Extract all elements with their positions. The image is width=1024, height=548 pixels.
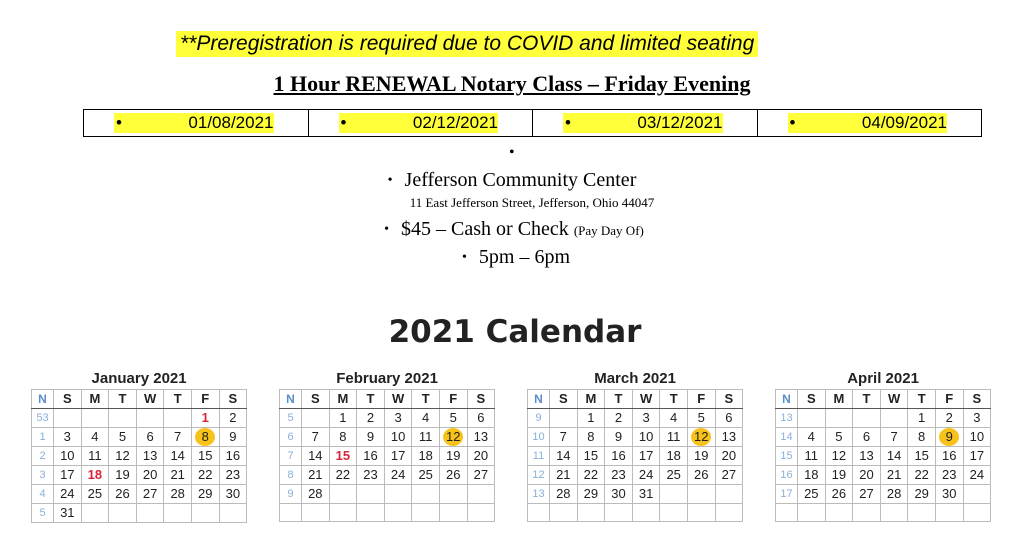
day-cell: 20 (715, 447, 743, 466)
day-cell: 19 (439, 447, 467, 466)
day-cell (908, 504, 936, 522)
day-cell: 20 (467, 447, 495, 466)
weekday-header: S (963, 390, 991, 409)
week-number (528, 504, 550, 522)
day-cell: 13 (853, 447, 881, 466)
day-cell: 10 (632, 428, 660, 447)
week-number (776, 504, 798, 522)
day-cell (825, 409, 853, 428)
class-day-marker: 12 (443, 428, 463, 446)
week-number: 13 (776, 409, 798, 428)
day-cell: 17 (384, 447, 412, 466)
day-cell: 9 (357, 428, 385, 447)
week-number: 5 (280, 409, 302, 428)
price-line (0, 217, 1024, 244)
day-cell: 19 (825, 466, 853, 485)
week-number: 9 (280, 485, 302, 504)
weekday-header: M (81, 390, 109, 409)
week-number: 8 (280, 466, 302, 485)
weekday-header: T (109, 390, 137, 409)
date-cell (84, 110, 309, 136)
day-cell: 26 (439, 466, 467, 485)
day-cell: 7 (880, 428, 908, 447)
day-cell (632, 504, 660, 522)
day-cell: 27 (467, 466, 495, 485)
day-cell: 4 (81, 428, 109, 447)
month-grid (527, 389, 743, 522)
weekday-header: S (302, 390, 330, 409)
day-cell: 1 (191, 409, 219, 428)
weekday-header: T (605, 390, 633, 409)
day-cell: 6 (136, 428, 164, 447)
day-cell: 13 (467, 428, 495, 447)
day-cell (357, 485, 385, 504)
weekday-header: M (577, 390, 605, 409)
day-cell (963, 504, 991, 522)
date-cell (758, 110, 982, 136)
day-cell: 30 (935, 485, 963, 504)
bullet-icon: • (565, 113, 571, 132)
day-cell: 6 (715, 409, 743, 428)
day-cell: 20 (853, 466, 881, 485)
day-cell: 12 (825, 447, 853, 466)
day-cell: 5 (439, 409, 467, 428)
day-cell (219, 504, 247, 523)
week-number (280, 504, 302, 522)
weekday-header: S (467, 390, 495, 409)
week-number: 1 (32, 428, 54, 447)
day-cell (798, 409, 826, 428)
price-note: (Pay Day Of) (573, 223, 644, 238)
day-cell: 21 (164, 466, 192, 485)
day-cell (109, 409, 137, 428)
day-cell: 28 (302, 485, 330, 504)
day-cell (302, 504, 330, 522)
day-cell: 1 (577, 409, 605, 428)
price: $45 – Cash or Check (401, 218, 569, 240)
day-cell: 6 (467, 409, 495, 428)
bullet-icon: • (340, 113, 347, 132)
day-cell: 23 (605, 466, 633, 485)
day-cell (798, 504, 826, 522)
day-cell: 28 (164, 485, 192, 504)
day-cell: 6 (853, 428, 881, 447)
month-calendar (279, 369, 495, 522)
day-cell: 5 (109, 428, 137, 447)
day-cell: 4 (798, 428, 826, 447)
week-number: 11 (528, 447, 550, 466)
day-cell: 22 (577, 466, 605, 485)
day-cell: 22 (908, 466, 936, 485)
weekday-header: T (357, 390, 385, 409)
day-cell: 24 (963, 466, 991, 485)
day-cell (577, 504, 605, 522)
day-cell (302, 409, 330, 428)
weekday-header: S (54, 390, 82, 409)
day-cell: 16 (935, 447, 963, 466)
venue-name: Jefferson Community Center (404, 169, 637, 191)
day-cell: 29 (908, 485, 936, 504)
day-cell (164, 504, 192, 523)
day-cell (191, 504, 219, 523)
month-calendar (527, 369, 743, 522)
day-cell: 11 (798, 447, 826, 466)
day-cell (329, 504, 357, 522)
day-cell: 4 (660, 409, 688, 428)
day-cell (825, 504, 853, 522)
day-cell: 23 (935, 466, 963, 485)
day-cell: 21 (550, 466, 578, 485)
month-name: January 2021 (91, 370, 187, 387)
day-cell (935, 504, 963, 522)
class-day-marker: 9 (939, 428, 959, 446)
day-cell: 26 (825, 485, 853, 504)
bullet-icon: • (789, 113, 796, 132)
weekday-header: T (412, 390, 440, 409)
day-cell: 10 (54, 447, 82, 466)
day-cell: 15 (191, 447, 219, 466)
weekday-header: W (880, 390, 908, 409)
day-cell (164, 409, 192, 428)
day-cell: 30 (605, 485, 633, 504)
day-cell: 24 (632, 466, 660, 485)
day-cell: 24 (54, 485, 82, 504)
day-cell (439, 428, 467, 447)
month-name: April 2021 (847, 370, 919, 387)
day-cell: 23 (357, 466, 385, 485)
day-cell (412, 485, 440, 504)
weekday-header: W (384, 390, 412, 409)
day-cell: 5 (825, 428, 853, 447)
day-cell: 7 (302, 428, 330, 447)
week-number: 9 (528, 409, 550, 428)
day-cell (605, 504, 633, 522)
weekday-header: F (935, 390, 963, 409)
day-cell: 1 (329, 409, 357, 428)
day-cell: 5 (687, 409, 715, 428)
day-cell: 21 (302, 466, 330, 485)
date-cell (309, 110, 534, 136)
day-cell (54, 409, 82, 428)
day-cell: 2 (219, 409, 247, 428)
day-cell (935, 428, 963, 447)
day-cell: 15 (908, 447, 936, 466)
day-cell: 2 (605, 409, 633, 428)
day-cell: 3 (384, 409, 412, 428)
day-cell: 11 (660, 428, 688, 447)
day-cell: 17 (963, 447, 991, 466)
week-number: 4 (32, 485, 54, 504)
day-cell (439, 485, 467, 504)
day-cell: 10 (384, 428, 412, 447)
day-cell (880, 504, 908, 522)
day-cell: 28 (550, 485, 578, 504)
bullet-icon: • (509, 144, 515, 161)
day-cell (715, 504, 743, 522)
day-cell: 8 (329, 428, 357, 447)
day-cell: 23 (219, 466, 247, 485)
day-cell (384, 504, 412, 522)
day-cell: 3 (632, 409, 660, 428)
day-cell (550, 409, 578, 428)
day-cell: 9 (219, 428, 247, 447)
day-cell (439, 504, 467, 522)
day-cell: 11 (412, 428, 440, 447)
month-name: March 2021 (594, 370, 676, 387)
day-cell: 13 (136, 447, 164, 466)
day-cell: 14 (302, 447, 330, 466)
day-cell: 14 (550, 447, 578, 466)
day-cell (191, 428, 219, 447)
day-cell (715, 485, 743, 504)
day-cell: 7 (550, 428, 578, 447)
day-cell: 18 (798, 466, 826, 485)
day-cell (880, 409, 908, 428)
day-cell: 3 (54, 428, 82, 447)
day-cell: 25 (660, 466, 688, 485)
week-number: 15 (776, 447, 798, 466)
week-number: 5 (32, 504, 54, 523)
day-cell: 17 (54, 466, 82, 485)
weekday-header: T (660, 390, 688, 409)
day-cell: 14 (164, 447, 192, 466)
calendar-title: 2021 Calendar (388, 314, 642, 350)
month-grid (31, 389, 247, 523)
covid-notice: **Preregistration is required due to COVID and limited seating (176, 31, 758, 57)
day-cell: 12 (109, 447, 137, 466)
day-cell (687, 504, 715, 522)
day-cell: 26 (109, 485, 137, 504)
day-cell: 31 (632, 485, 660, 504)
day-cell: 3 (963, 409, 991, 428)
day-cell: 10 (963, 428, 991, 447)
weekday-header: F (687, 390, 715, 409)
class-dates-table (83, 109, 982, 137)
day-cell: 16 (219, 447, 247, 466)
month-grid (279, 389, 495, 522)
weekday-header: M (329, 390, 357, 409)
weekday-header: T (164, 390, 192, 409)
day-cell: 17 (632, 447, 660, 466)
day-cell: 18 (81, 466, 109, 485)
day-cell (853, 409, 881, 428)
day-cell: 31 (54, 504, 82, 523)
day-cell: 22 (329, 466, 357, 485)
bullet-icon: • (116, 113, 122, 132)
day-cell: 15 (577, 447, 605, 466)
week-number: 53 (32, 409, 54, 428)
weekday-header: M (825, 390, 853, 409)
day-cell (687, 428, 715, 447)
bullet-icon: • (387, 173, 393, 188)
weekday-header: S (715, 390, 743, 409)
day-cell (660, 504, 688, 522)
week-number: 10 (528, 428, 550, 447)
weekday-header: S (798, 390, 826, 409)
class-date: 01/08/2021 (188, 113, 274, 132)
day-cell (136, 504, 164, 523)
class-date: 03/12/2021 (637, 113, 723, 132)
day-cell: 18 (412, 447, 440, 466)
month-name: February 2021 (336, 370, 438, 387)
day-cell (384, 485, 412, 504)
weekday-header: T (853, 390, 881, 409)
day-cell: 4 (412, 409, 440, 428)
day-cell: 22 (191, 466, 219, 485)
day-cell (963, 485, 991, 504)
weekday-header: S (550, 390, 578, 409)
day-cell (660, 485, 688, 504)
month-calendar (775, 369, 991, 522)
day-cell (81, 409, 109, 428)
bullet-icon: • (384, 222, 390, 237)
week-number: 6 (280, 428, 302, 447)
class-day-marker: 8 (195, 428, 215, 446)
day-cell: 25 (412, 466, 440, 485)
week-number-header: N (776, 390, 798, 409)
week-number: 7 (280, 447, 302, 466)
month-grid (775, 389, 991, 522)
day-cell: 20 (136, 466, 164, 485)
day-cell (136, 409, 164, 428)
day-cell (687, 485, 715, 504)
day-cell (467, 485, 495, 504)
weekday-header: T (908, 390, 936, 409)
day-cell (109, 504, 137, 523)
class-time: 5pm – 6pm (478, 246, 571, 268)
day-cell: 19 (109, 466, 137, 485)
day-cell: 19 (687, 447, 715, 466)
day-cell: 24 (384, 466, 412, 485)
day-cell (467, 504, 495, 522)
day-cell: 30 (219, 485, 247, 504)
week-number: 16 (776, 466, 798, 485)
day-cell (853, 504, 881, 522)
class-title: 1 Hour RENEWAL Notary Class – Friday Evening (273, 71, 751, 96)
class-date: 04/09/2021 (861, 113, 947, 132)
venue-address: 11 East Jefferson Street, Jefferson, Ohio 44047 (409, 195, 655, 210)
day-cell: 26 (687, 466, 715, 485)
class-day-marker: 12 (691, 428, 711, 446)
day-cell (81, 504, 109, 523)
week-number: 17 (776, 485, 798, 504)
day-cell: 29 (577, 485, 605, 504)
time-line (0, 245, 1024, 272)
day-cell: 21 (880, 466, 908, 485)
weekday-header: W (632, 390, 660, 409)
class-date: 02/12/2021 (412, 113, 498, 132)
day-cell: 25 (81, 485, 109, 504)
day-cell: 27 (853, 485, 881, 504)
week-number-header: N (280, 390, 302, 409)
day-cell: 9 (605, 428, 633, 447)
week-number: 2 (32, 447, 54, 466)
day-cell: 14 (880, 447, 908, 466)
weekday-header: F (439, 390, 467, 409)
bullet-icon: • (461, 250, 467, 265)
day-cell: 11 (81, 447, 109, 466)
day-cell: 28 (880, 485, 908, 504)
date-cell (533, 110, 758, 136)
day-cell (329, 485, 357, 504)
day-cell: 7 (164, 428, 192, 447)
week-number: 14 (776, 428, 798, 447)
day-cell (412, 504, 440, 522)
day-cell: 2 (357, 409, 385, 428)
week-number: 13 (528, 485, 550, 504)
venue-line (0, 168, 1024, 195)
day-cell: 16 (605, 447, 633, 466)
week-number: 3 (32, 466, 54, 485)
day-cell: 8 (577, 428, 605, 447)
week-number: 12 (528, 466, 550, 485)
week-number-header: N (32, 390, 54, 409)
day-cell (550, 504, 578, 522)
day-cell: 8 (908, 428, 936, 447)
day-cell: 25 (798, 485, 826, 504)
week-number-header: N (528, 390, 550, 409)
weekday-header: S (219, 390, 247, 409)
day-cell (357, 504, 385, 522)
weekday-header: W (136, 390, 164, 409)
day-cell: 16 (357, 447, 385, 466)
day-cell: 27 (715, 466, 743, 485)
day-cell: 29 (191, 485, 219, 504)
day-cell: 15 (329, 447, 357, 466)
day-cell: 2 (935, 409, 963, 428)
month-calendar (31, 369, 247, 523)
day-cell: 13 (715, 428, 743, 447)
weekday-header: F (191, 390, 219, 409)
day-cell: 1 (908, 409, 936, 428)
day-cell: 18 (660, 447, 688, 466)
day-cell: 27 (136, 485, 164, 504)
